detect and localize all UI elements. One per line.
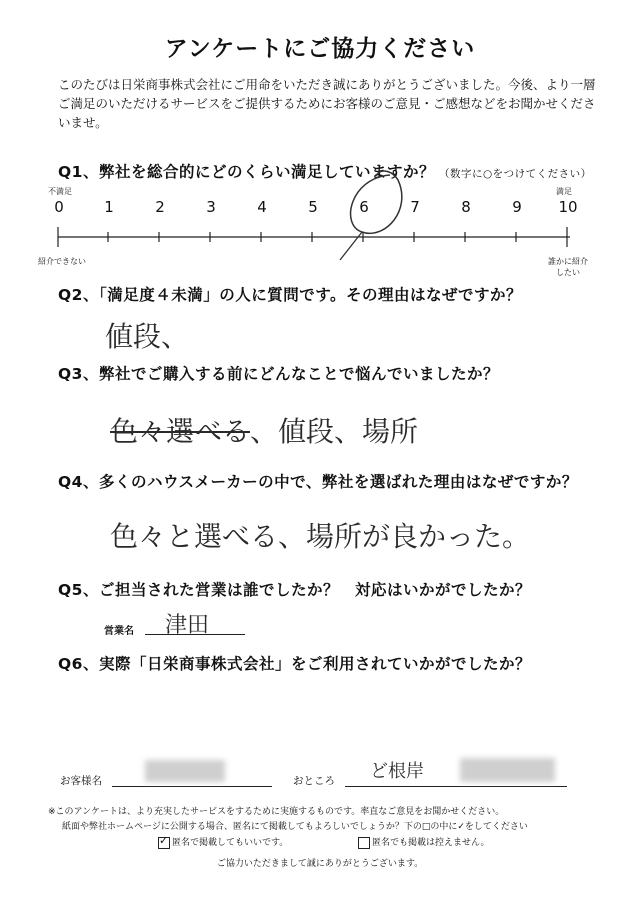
anonymous-no-checkbox[interactable]: [358, 837, 370, 849]
q3-answer-text: 、値段、場所: [250, 415, 419, 448]
anonymous-ok-label: 匿名で掲載してもいいです。: [172, 838, 289, 848]
customer-name-line: [112, 786, 272, 787]
address-label: おところ: [293, 775, 335, 787]
check-mark-icon: ✓: [159, 833, 169, 847]
page-title: アンケートにご協力ください: [164, 36, 476, 62]
q1-question: Q1、弊社を総合的にどのくらい満足していますか？: [58, 163, 435, 181]
scale-num-8[interactable]: 8: [461, 198, 471, 216]
address-value[interactable]: ど根岸: [370, 761, 424, 782]
sales-name-value[interactable]: 津田: [165, 613, 210, 638]
scale-right-bottom-label: 誰かに紹介したい: [548, 257, 588, 277]
q1-note: （数字に○をつけてください）: [438, 168, 592, 180]
scale-left-bottom-label: 紹介できない: [38, 257, 86, 266]
q3-answer-struck: 色々選べる: [110, 415, 251, 448]
sales-name-label: 営業名: [104, 626, 134, 637]
scale-num-5[interactable]: 5: [308, 198, 318, 216]
scale-num-3[interactable]: 3: [206, 198, 216, 216]
thanks-text: ご協力いただきまして誠にありがとうございます。: [216, 859, 424, 869]
q4-answer[interactable]: 色々と選べる、場所が良かった。: [110, 520, 531, 553]
scale-num-0[interactable]: 0: [54, 198, 64, 216]
address-redacted: [460, 758, 555, 782]
scale-num-7[interactable]: 7: [410, 198, 420, 216]
anonymous-no-label: 匿名でも掲載は控えません。: [372, 838, 490, 848]
customer-name-redacted: [145, 760, 225, 782]
scale-left-top-label: 不満足: [48, 187, 72, 196]
anonymous-ok-option[interactable]: [158, 835, 288, 849]
q2-label: Q2、「満足度４未満」の人に質問です。その理由はなぜですか？: [58, 286, 522, 304]
q3-label: Q3、弊社でご購入する前にどんなことで悩んでいましたか？: [58, 365, 499, 383]
address-line: [345, 786, 567, 787]
selected-circle: [351, 171, 402, 233]
customer-name-label: お客様名: [60, 775, 102, 787]
q2-answer[interactable]: 値段、: [105, 320, 190, 353]
scale-num-2[interactable]: 2: [155, 198, 165, 216]
footer-note-1: ※このアンケートは、より充実したサービスをするために実施するものです。率直なご意見をお聞かせください。: [48, 807, 505, 817]
scale-num-10[interactable]: 10: [558, 198, 578, 216]
intro-text: このたびは日栄商事株式会社にご用命をいただき誠にありがとうございました。今後、より一層ご満足のいただけるサービスをご提供するためにお客様のご意見・ご感想などをお聞かせくださいませ。: [58, 77, 596, 130]
scale-num-1[interactable]: 1: [104, 198, 114, 216]
satisfaction-scale-line: [40, 170, 600, 270]
q3-answer[interactable]: [110, 410, 418, 450]
q4-label: Q4、多くのハウスメーカーの中で、弊社を選ばれた理由はなぜですか？: [58, 473, 578, 491]
q6-label: Q6、実際「日栄商事株式会社」をご利用されていかがでしたか？: [58, 655, 531, 673]
scale-right-top-label: 満足: [556, 187, 572, 196]
scale-num-6[interactable]: 6: [359, 198, 369, 216]
scale-num-9[interactable]: 9: [512, 198, 522, 216]
anonymous-ok-checkbox[interactable]: [158, 833, 170, 849]
scale-num-4[interactable]: 4: [257, 198, 267, 216]
anonymous-no-option[interactable]: [358, 835, 490, 849]
footer-note-2: 紙面や弊社ホームページに公開する場合、匿名にて掲載してもよろしいでしょうか？下の□の中に✓をしてください: [62, 822, 528, 832]
q5-label: Q5、ご担当された営業は誰でしたか？ 対応はいかがでしたか？: [58, 581, 531, 599]
